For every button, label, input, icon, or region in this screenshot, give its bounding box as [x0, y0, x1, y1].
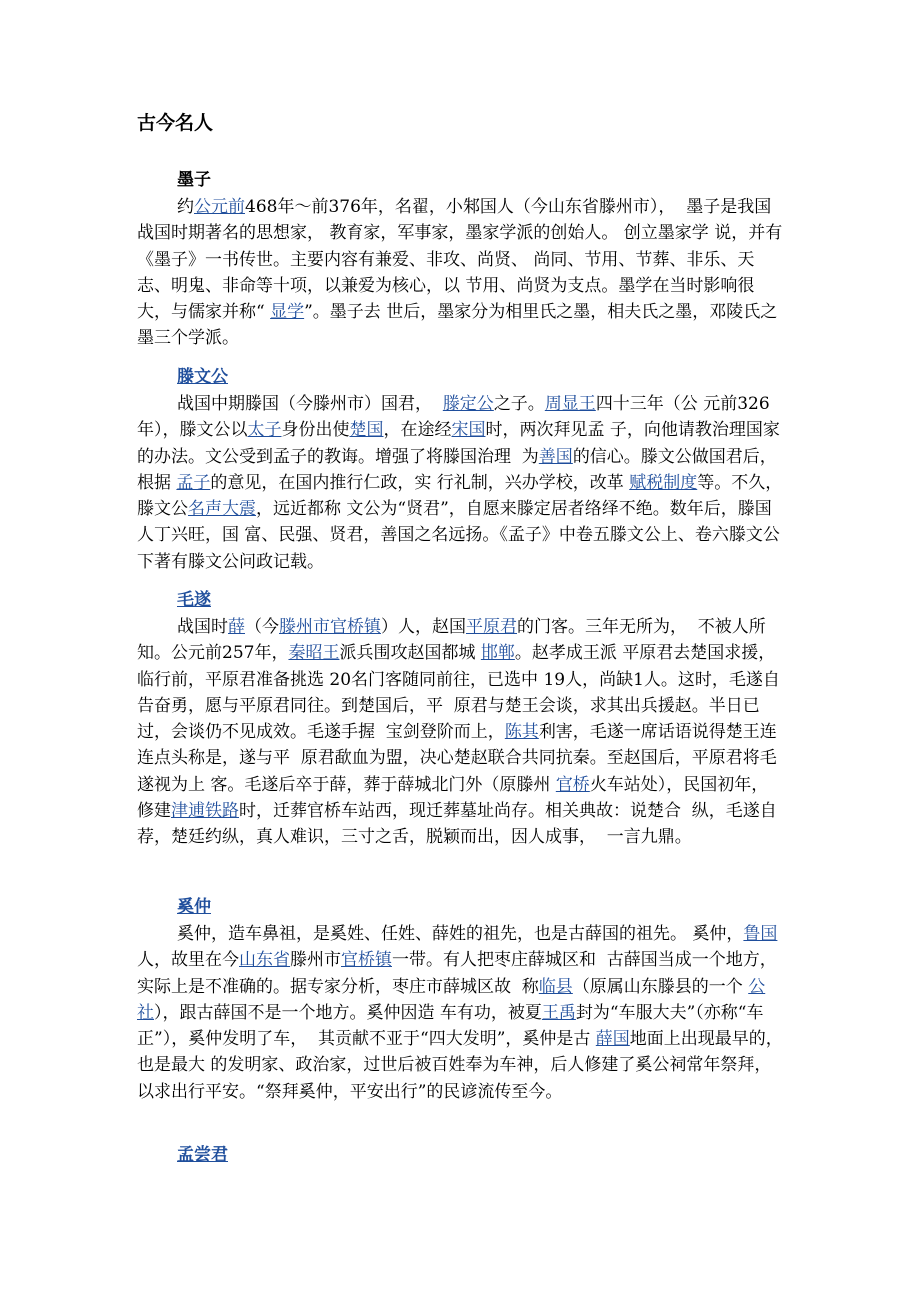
text-run: 火车站处），民国初年， 修建: [137, 774, 780, 822]
text-run: （原属山东滕县的一个: [572, 976, 749, 997]
text-run: 等。不久，滕文公: [137, 472, 783, 520]
text-run: 的意见，在国内推行仁政，实 行礼制，兴办学校，改革: [210, 472, 630, 493]
inline-link[interactable]: 秦昭王: [288, 643, 340, 664]
section-mozi: [137, 166, 785, 352]
text-run: ）人，赵国: [381, 617, 466, 637]
text-run: 时，两次拜见孟 子，向他请教治理国家的办法。文公受到孟子的教诲。增强了将滕国治理 为: [137, 420, 780, 467]
inline-link[interactable]: 薛: [228, 617, 245, 637]
section-heading[interactable]: 毛遂: [177, 590, 211, 610]
text-run: 身份出使: [281, 420, 350, 441]
inline-link[interactable]: 滕州市官桥镇: [279, 617, 381, 637]
text-run: 四十三年（公 元前326年），滕文公以: [137, 394, 770, 441]
inline-link[interactable]: 周显王: [544, 394, 596, 414]
text-run: 时，迁葬官桥车站西，现迁葬墓址尚存。相关典故：说楚合 纵，毛遂自荐，楚廷约纵，真人难识，三寸之舌，脱颖而出，因人成事， 一言九鼎。: [137, 801, 777, 848]
text-run: 的信心。滕文公做国君后，根据: [137, 446, 777, 493]
inline-link[interactable]: 平原君: [466, 617, 517, 637]
inline-link[interactable]: 善国: [538, 446, 573, 467]
text-run: ”。墨子去 世后，墨家分为相里氏之墨，相夫氏之墨，邓陵氏之墨三个学派。: [137, 302, 778, 349]
inline-link[interactable]: 显学: [270, 302, 305, 323]
section-heading[interactable]: 奚仲: [177, 897, 211, 917]
page-title: 古今名人: [137, 112, 214, 134]
inline-link[interactable]: 名声大震: [188, 499, 256, 520]
section-heading[interactable]: 孟尝君: [177, 1145, 228, 1165]
inline-link[interactable]: 公社: [137, 976, 766, 1023]
body-paragraph: [137, 614, 785, 851]
inline-link[interactable]: 太子: [247, 420, 282, 441]
text-run: 地面上出现最早的，也是最大 的发明家、政治家，过世后被百姓奉为车神，后人修建了奚公祠常年祭拜， 以求出行平安。“祭拜奚仲，平安出行”的民谚流传至今。: [137, 1029, 783, 1102]
text-run: 战国时: [177, 617, 228, 637]
inline-link[interactable]: 山东省: [239, 950, 290, 971]
inline-link[interactable]: 孟子: [176, 472, 211, 493]
inline-link[interactable]: 陈其: [504, 722, 539, 743]
inline-link[interactable]: 官桥: [555, 774, 590, 795]
inline-link[interactable]: 公元前: [194, 197, 245, 217]
inline-link[interactable]: 楚国: [349, 420, 384, 441]
section-mao-sui: [137, 586, 785, 851]
text-run: 利害，毛遂一席话语说得楚王连连点头称是，遂与平 原君歃血为盟，决心楚赵联合共同抗秦。至赵国后，平原君将毛遂视为上 客。毛遂后卒于薛，葬于薛城北门外（原滕州: [137, 722, 777, 795]
inline-link[interactable]: 王禹: [541, 1002, 576, 1023]
body-paragraph: [137, 921, 785, 1105]
inline-link[interactable]: 薛国: [595, 1029, 630, 1050]
inline-link[interactable]: 津逋铁路: [171, 801, 239, 822]
section-meng-chang-jun: [137, 1141, 785, 1169]
text-run: ），跟古薛国不是一个地方。奚仲因造 车有功，被夏: [154, 1002, 542, 1023]
text-run: ，在途经: [383, 420, 452, 441]
text-run: 一带。有人把枣庄薛城区和 古薛国当成一个地方，实际上是不准确的。据专家分析，枣庄市薛城区故 称: [137, 950, 777, 997]
text-run: 派兵围攻赵国都城: [339, 643, 481, 664]
section-heading: 墨子: [177, 170, 211, 190]
section-xi-zhong: [137, 893, 785, 1105]
inline-link[interactable]: 宋国: [451, 420, 486, 441]
text-run: 约: [177, 197, 194, 217]
text-run: 的门客。三年无所为， 不被人所知。公元前257年，: [137, 617, 766, 664]
section-heading[interactable]: 滕文公: [177, 367, 228, 387]
section-teng-wen-gong: [137, 363, 785, 575]
text-run: 滕州市: [290, 950, 341, 971]
inline-link[interactable]: 临县: [538, 976, 573, 997]
text-run: 奚仲，造车鼻祖，是奚姓、任姓、薛姓的祖先，也是古薛国的祖先。 奚仲，: [177, 924, 744, 944]
inline-link[interactable]: 滕定公: [442, 394, 494, 414]
text-run: 人，故里在今: [137, 950, 239, 971]
text-run: ，远近都称 文公为“贤君”，自愿来滕定居者络绎不绝。数年后，滕国人丁兴旺，国 富、民强、贤君，善国之名远扬。《孟子》中卷五滕文公上、卷六滕文公 下著有滕文公问政记载。: [137, 499, 786, 572]
inline-link[interactable]: 赋税制度: [629, 472, 698, 493]
text-run: 468年～前376年，名翟，小邾国人（今山东省滕州市）， 墨子是我国战国时期著名的思想家， 教育家，军事家，墨家学派的创始人。 创立墨家学 说，并有《墨子》一书传世。主要内容有兼爱、非攻、尚贤、 尚同、节用、节葬、非乐、天志、明鬼、非命等十项，以兼爱为核心，以 节用、尚贤为支点。墨学在当时影响很大，与儒家并称“: [137, 197, 783, 323]
inline-link[interactable]: 官桥镇: [341, 950, 392, 971]
body-paragraph: [137, 194, 785, 352]
text-run: 封为“车服大夫”（亦称“车正”），奚仲发明了车， 其贡献不亚于“四大发明”，奚仲是古: [137, 1002, 764, 1050]
inline-link[interactable]: 邯郸: [480, 643, 515, 664]
text-run: 战国中期滕国（今滕州市）国君，: [177, 394, 443, 414]
text-run: （今: [245, 617, 279, 637]
text-run: 。赵孝成王派 平原君去楚国求援，临行前，平原君准备挑选 20名门客随同前往，已选中 19人，尚缺1人。这时，毛遂自告奋勇，愿与平原君同往。到楚国后，平 原君与楚王会谈，求其出兵援赵。半日已过，会谈仍不见成效。毛遂手握 宝剑登阶而上，: [137, 643, 780, 743]
body-paragraph: [137, 391, 785, 575]
text-run: 之子。: [493, 394, 545, 414]
inline-link[interactable]: 鲁国: [743, 924, 778, 944]
